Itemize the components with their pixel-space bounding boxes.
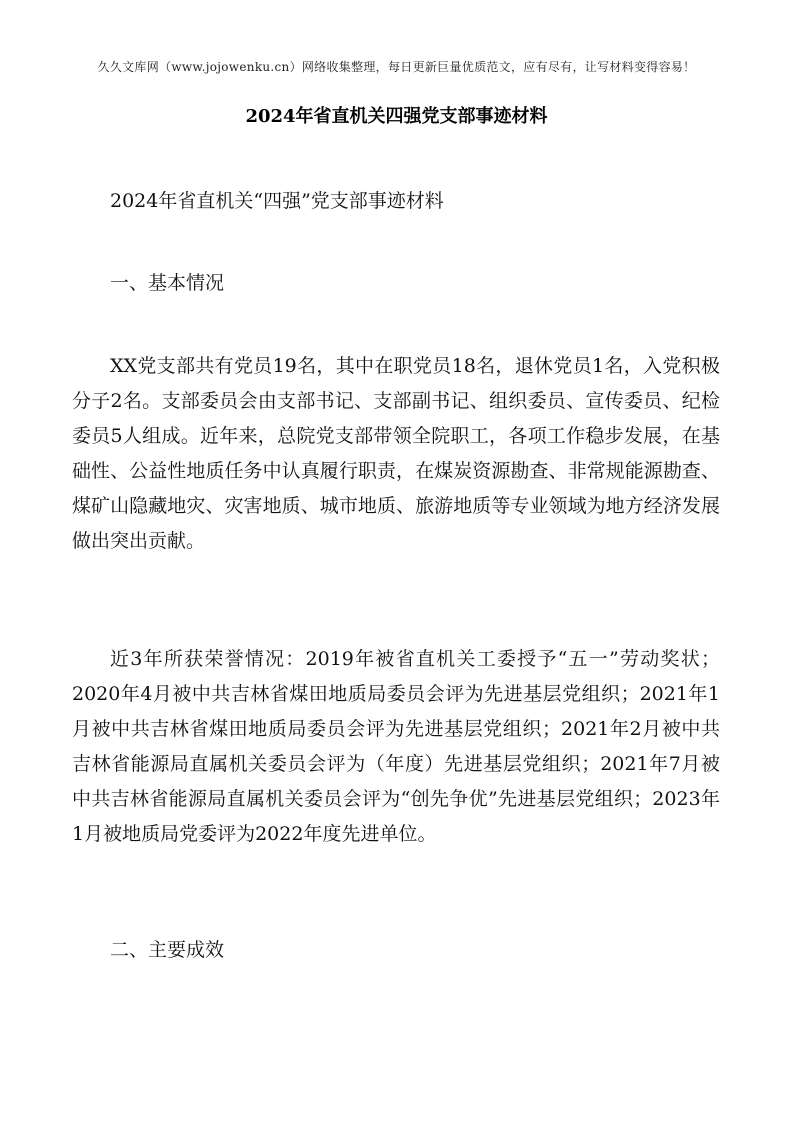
paragraph-honors: 近3年所获荣誉情况：2019年被省直机关工委授予“五一”劳动奖状；2020年4月被中共吉林省煤田地质局委员会评为先进基层党组织；2021年1月被中共吉林省煤田地质局委员会评为先进基层党组织；2021年2月被中共吉林省能源局直属机关委员会评为（年度）先进基层党组织；2021年7月被中共吉林省能源局直属机关委员会评为“创先争优”先进基层党组织；2023年1月被地质局党委评为2022年度先进单位。 <box>72 648 720 845</box>
section-heading-main-results: 二、主要成效 <box>110 939 225 961</box>
document-subtitle: 2024年省直机关“四强”党支部事迹材料 <box>110 190 444 212</box>
section-heading-basic-info: 一、基本情况 <box>110 272 225 294</box>
paragraph-basic-info: XX党支部共有党员19名，其中在职党员18名，退休党员1名，入党积极分子2名。支部委员会由支部书记、支部副书记、组织委员、宣传委员、纪检委员5人组成。近年来，总院党支部带领全院职工，各项工作稳步发展，在基础性、公益性地质任务中认真履行职责，在煤炭资源勘查、非常规能源勘查、煤矿山隐藏地灾、灾害地质、城市地质、旅游地质等专业领域为地方经济发展做出突出贡献。 <box>72 355 720 552</box>
header-source-note: 久久文库网（www.jojowenku.cn）网络收集整理，每日更新巨量优质范文，应有尽有，让写材料变得容易！ <box>97 60 696 74</box>
document-title: 2024年省直机关四强党支部事迹材料 <box>245 106 548 127</box>
